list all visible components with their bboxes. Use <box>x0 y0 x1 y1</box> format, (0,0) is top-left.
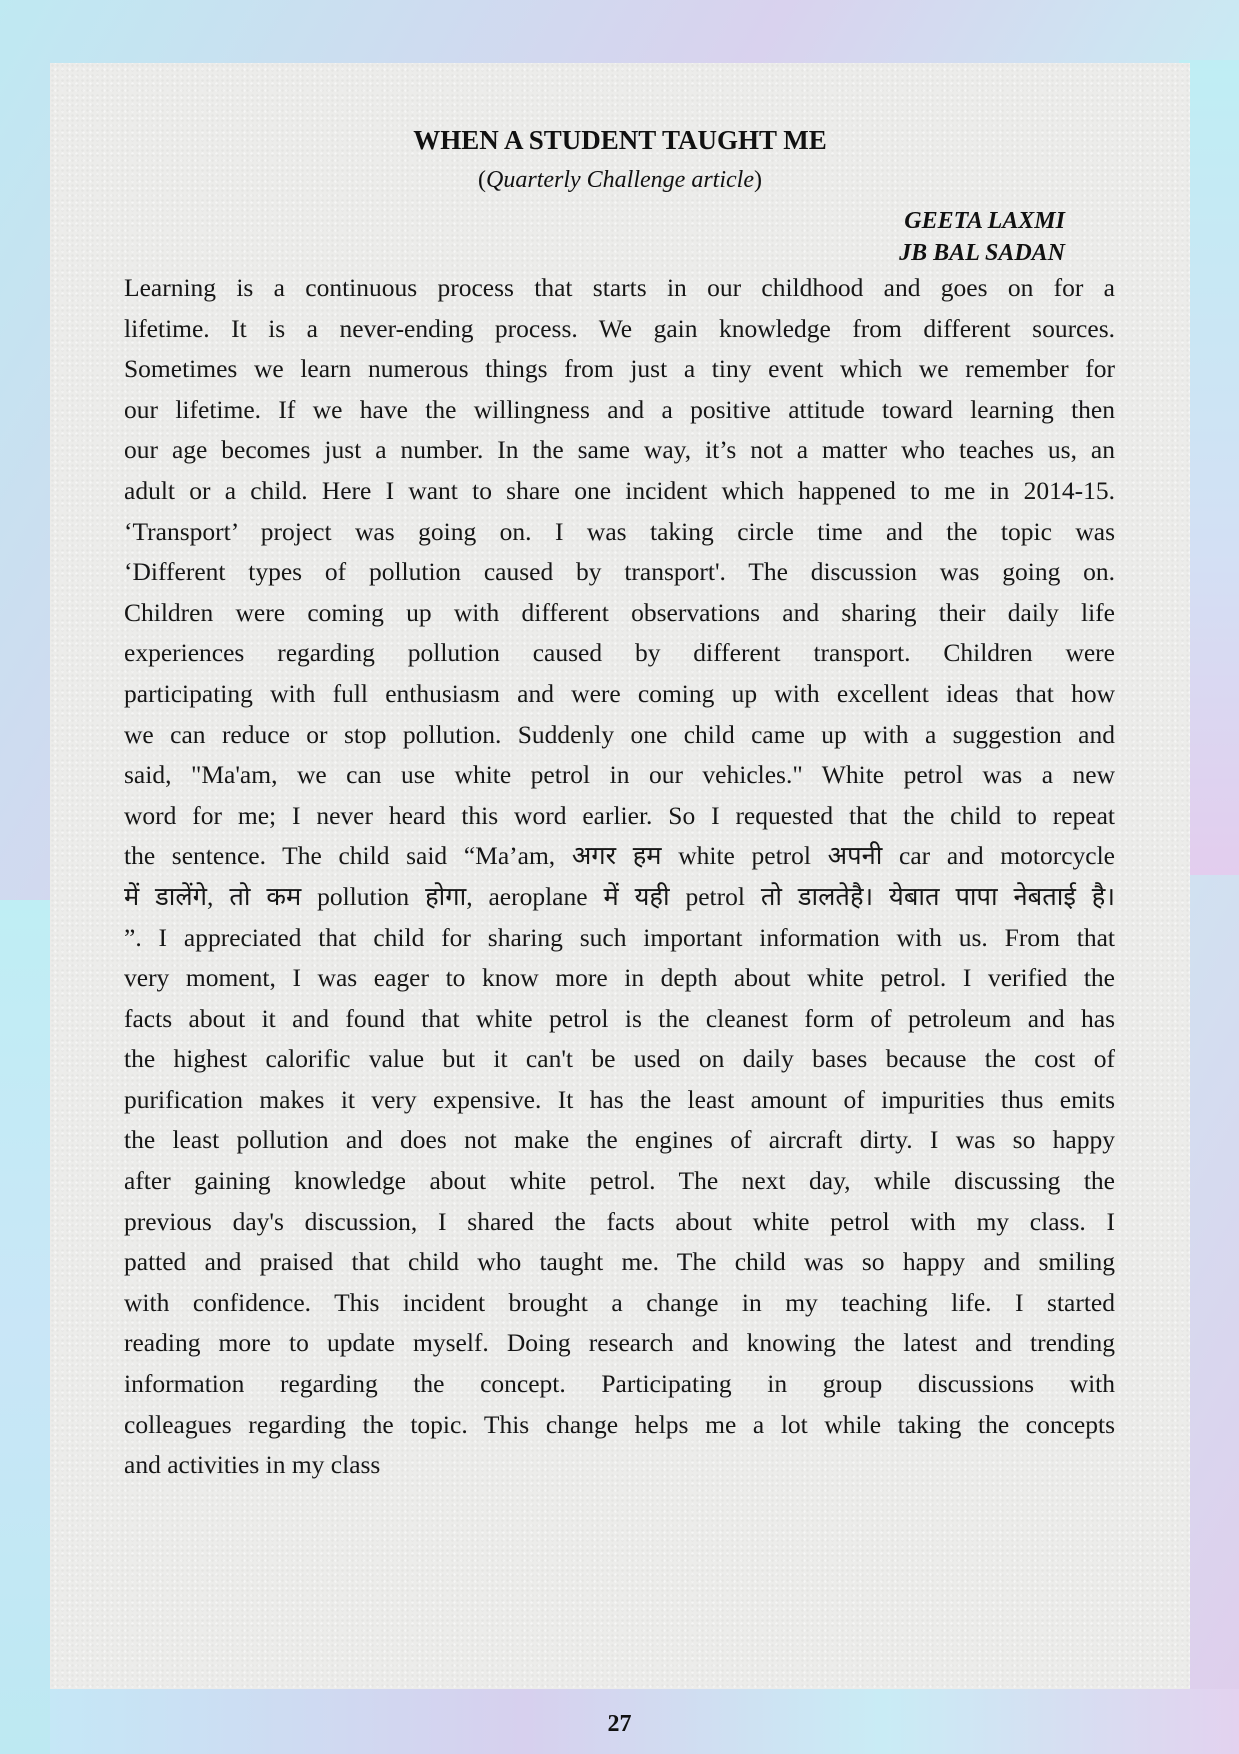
body-line: the sentence. The child said “Ma’am, अगर हम white petrol अपनी car and motorcycle <box>124 841 1115 871</box>
body-line: Learning is a continuous process that starts in our childhood and goes on for a <box>124 273 1115 302</box>
body-line: after gaining knowledge about white petrol. The next day, while discussing the <box>124 1166 1115 1196</box>
body-line: we can reduce or stop pollution. Suddenly one child came up with a suggestion and <box>124 719 1115 749</box>
article-body <box>124 268 1115 1486</box>
article-page <box>50 63 1190 1689</box>
body-line: Sometimes we learn numerous things from just a tiny event which we remember for <box>124 354 1115 384</box>
body-line: purification makes it very expensive. It has the least amount of impurities thus emits <box>124 1084 1115 1114</box>
body-line: said, "Ma'am, we can use white petrol in our vehicles." White petrol was a new <box>124 760 1115 790</box>
body-line: ‘Transport’ project was going on. I was taking circle time and the topic was <box>124 516 1115 546</box>
author-school: JB BAL SADAN <box>899 240 1065 266</box>
body-line: participating with full enthusiasm and were coming up with excellent ideas that how <box>124 678 1115 708</box>
body-line: ‘Different types of pollution caused by transport'. The discussion was going on. <box>124 557 1115 587</box>
subtitle-open-paren: ( <box>478 167 487 193</box>
body-line: our age becomes just a number. In the same way, it’s not a matter who teaches us, an <box>124 435 1115 465</box>
author-block <box>899 205 1065 269</box>
article-subtitle <box>50 167 1190 194</box>
body-line: reading more to update myself. Doing research and knowing the latest and trending <box>124 1328 1115 1358</box>
body-line: word for me; I never heard this word earlier. So I requested that the child to repeat <box>124 800 1115 830</box>
subtitle-text: Quarterly Challenge article <box>486 167 754 193</box>
body-line: with confidence. This incident brought a change in my teaching life. I started <box>124 1287 1115 1317</box>
article-title: WHEN A STUDENT TAUGHT ME <box>413 125 827 155</box>
body-line: patted and praised that child who taught me. The child was so happy and smiling <box>124 1247 1115 1277</box>
body-line: adult or a child. Here I want to share one incident which happened to me in 2014-15. <box>124 475 1115 505</box>
body-line: previous day's discussion, I shared the facts about white petrol with my class. I <box>124 1206 1115 1236</box>
body-line: the highest calorific value but it can't be used on daily bases because the cost of <box>124 1044 1115 1074</box>
body-line: very moment, I was eager to know more in depth about white petrol. I verified the <box>124 963 1115 993</box>
subtitle-close-paren: ) <box>753 167 762 193</box>
body-line: colleagues regarding the topic. This change helps me a lot while taking the concepts <box>124 1409 1115 1439</box>
author-name: GEETA LAXMI <box>904 208 1065 234</box>
body-line: information regarding the concept. Participating in group discussions with <box>124 1369 1115 1399</box>
body-line: Children were coming up with different observations and sharing their daily life <box>124 597 1115 627</box>
page-number: 27 <box>607 1711 632 1737</box>
body-line: experiences regarding pollution caused by different transport. Children were <box>124 638 1115 668</box>
body-line: में डालेंगे, तो कम pollution होगा, aeroplane में यही petrol तो डालतेहै। येबात पापा नेबताई है। <box>124 881 1115 911</box>
body-line: and activities in my class <box>124 1450 381 1480</box>
body-line: our lifetime. If we have the willingness and a positive attitude toward learning then <box>124 394 1115 424</box>
body-line: ”. I appreciated that child for sharing such important information with us. From that <box>124 922 1115 952</box>
body-line: facts about it and found that white petrol is the cleanest form of petroleum and has <box>124 1003 1115 1033</box>
body-line: the least pollution and does not make the engines of aircraft dirty. I was so happy <box>124 1125 1115 1155</box>
body-line: lifetime. It is a never-ending process. We gain knowledge from different sources. <box>124 313 1115 343</box>
